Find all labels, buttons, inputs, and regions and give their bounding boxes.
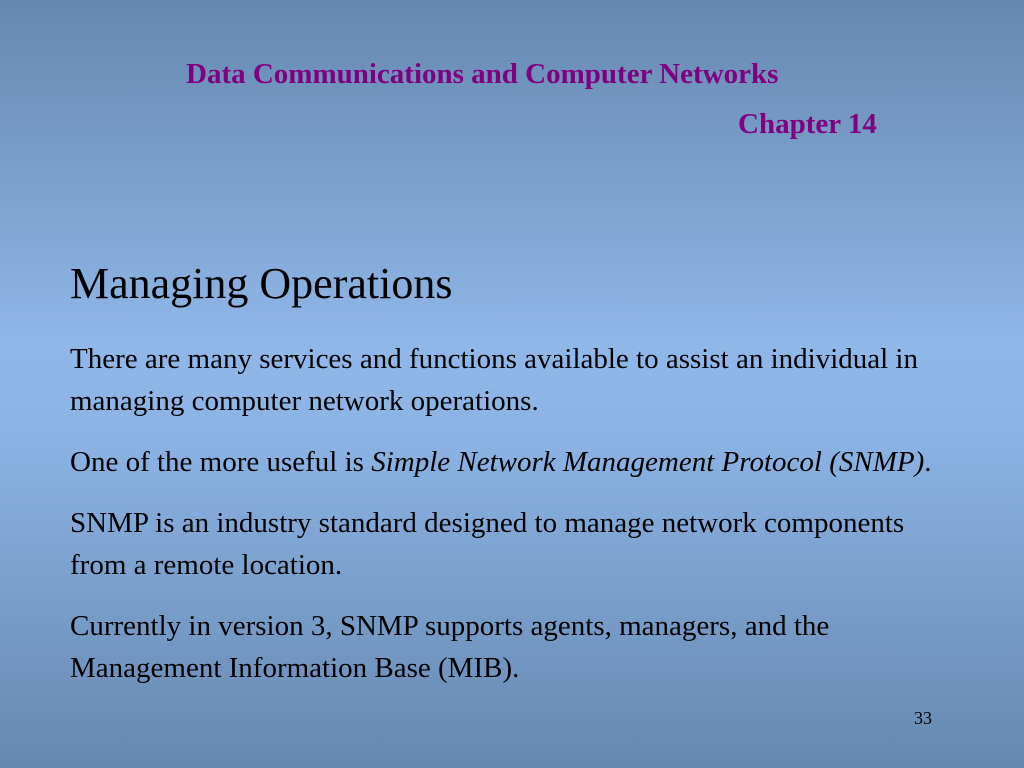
body-paragraph: SNMP is an industry standard designed to manage network components from a remote location. xyxy=(70,507,905,581)
paragraph-text: . xyxy=(924,446,932,478)
slide-title: Managing Operations xyxy=(70,259,453,308)
course-title: Data Communications and Computer Networks xyxy=(186,58,779,90)
body-paragraph: There are many services and functions available to assist an individual in managing computer network operations. xyxy=(70,343,918,417)
body-paragraph: Currently in version 3, SNMP supports agents, managers, and the Management Information Base (MIB). xyxy=(70,610,830,684)
chapter-label: Chapter 14 xyxy=(738,108,877,140)
body-paragraph xyxy=(70,441,950,483)
page-number: 33 xyxy=(914,708,932,728)
paragraph-text: One of the more useful is xyxy=(70,446,372,478)
slide-body xyxy=(70,338,950,708)
emphasized-term: Simple Network Management Protocol (SNMP) xyxy=(371,446,925,478)
